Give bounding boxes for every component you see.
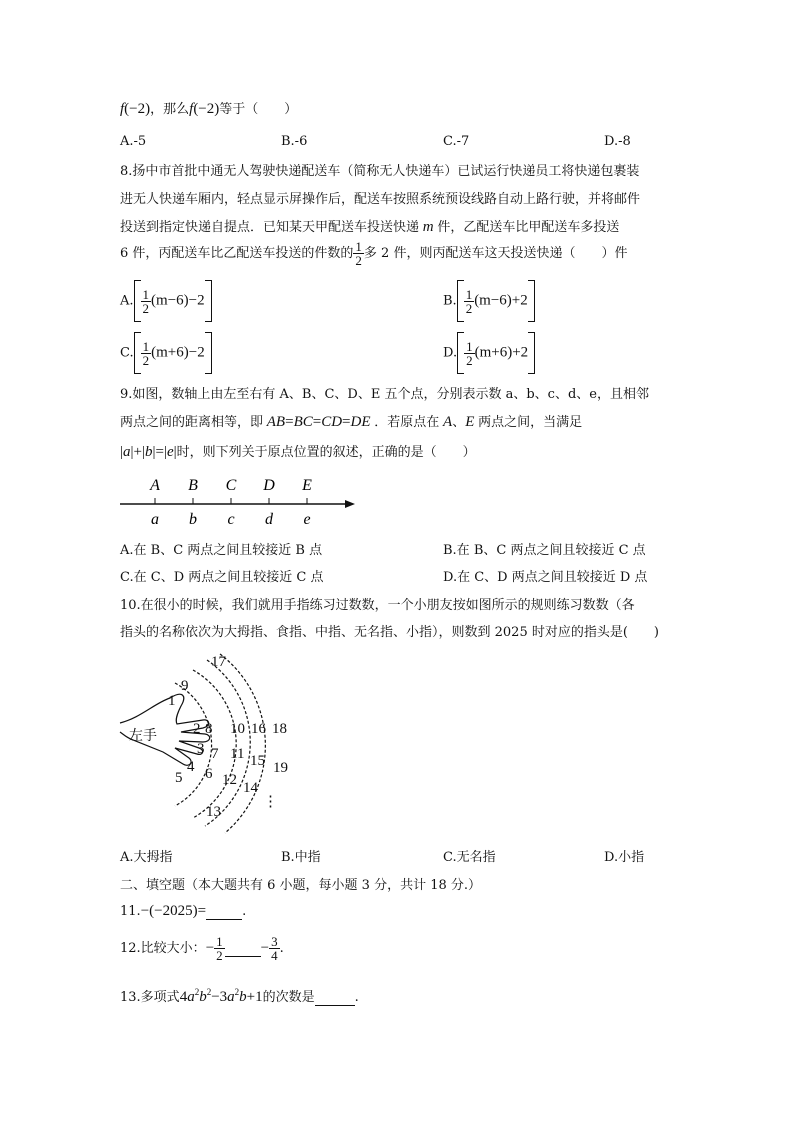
q9-option-a[interactable]: A.在 B、C 两点之间且较接近 B 点 bbox=[120, 543, 323, 558]
count-5: 5 bbox=[175, 770, 183, 786]
count-6: 6 bbox=[205, 766, 213, 782]
count-15: 15 bbox=[250, 753, 265, 769]
count-1: 1 bbox=[168, 693, 176, 709]
value-label-a: a bbox=[151, 511, 159, 528]
count-16: 16 bbox=[251, 721, 266, 737]
q9-line2: 两点之间的距离相等，即 AB=BC=CD=DE ．若原点在 A、E 两点之间，当满足 bbox=[120, 414, 583, 430]
q10-option-d[interactable]: D.小指 bbox=[604, 850, 645, 865]
q8-option-c[interactable]: C. $\frac{1}{2}$ (m+6)−2 bbox=[120, 332, 212, 374]
q13-answer-blank[interactable] bbox=[315, 990, 355, 1006]
count-10: 10 bbox=[230, 721, 245, 737]
q10-option-c[interactable]: C.无名指 bbox=[443, 850, 496, 865]
point-label-c: C bbox=[225, 477, 237, 494]
count-18: 18 bbox=[272, 721, 287, 737]
ellipsis-dots: ⋮ bbox=[263, 794, 278, 810]
value-label-e: e bbox=[303, 511, 311, 528]
count-arc-1 bbox=[175, 683, 212, 806]
count-14: 14 bbox=[243, 780, 258, 796]
q9-line1: 9.如图，数轴上由左至右有 A、B、C、D、E 五个点，分别表示数 a、b、c、d、e，且相邻 bbox=[120, 387, 649, 402]
q9-option-c[interactable]: C.在 C、D 两点之间且较接近 C 点 bbox=[120, 570, 324, 585]
point-label-a: A bbox=[150, 477, 160, 494]
q8-option-d[interactable]: D. $\frac{1}{2}$ (m+6)+2 bbox=[443, 332, 535, 374]
count-4: 4 bbox=[187, 759, 195, 775]
value-label-c: c bbox=[227, 511, 235, 528]
count-8: 8 bbox=[205, 721, 213, 737]
q7-option-d[interactable]: D.-8 bbox=[604, 134, 631, 149]
q8-line3: 投送到指定快递自提点．已知某天甲配送车投送快递 m 件，乙配送车比甲配送车多投送 bbox=[120, 219, 620, 235]
q8-line4: 6 件，丙配送车比乙配送车投送的件数的 $\frac{1}{2}$ 多 2 件，则丙配送车这天投送快递（ ）件 bbox=[120, 239, 628, 268]
point-label-d: D bbox=[263, 477, 275, 494]
value-label-d: d bbox=[265, 511, 273, 528]
q10-option-b[interactable]: B.中指 bbox=[281, 850, 321, 865]
q8-option-b[interactable]: B. $\frac{1}{2}$ (m−6)+2 bbox=[443, 280, 535, 322]
q8-line2: 进无人快递车厢内，轻点显示屏操作后，配送车按照系统预设线路自动上路行驶，并将邮件 bbox=[120, 192, 641, 207]
q7-continuation: f(−2)，那么f(−2)等于（ ） bbox=[120, 101, 298, 117]
count-7: 7 bbox=[211, 746, 219, 762]
point-label-e: E bbox=[302, 477, 312, 494]
count-19: 19 bbox=[273, 760, 288, 776]
q10-line1: 10.在很小的时候，我们就用手指练习过数数，一个小朋友按如图所示的规则练习数数（各 bbox=[120, 598, 635, 613]
q8-line1: 8.扬中市首批中通无人驾驶快递配送车（简称无人快递车）已试运行快递员工将快递包裹装 bbox=[120, 164, 640, 179]
q7-option-c[interactable]: C.-7 bbox=[443, 134, 470, 149]
q13: 13.多项式$4a^2b^2-3a^2b+1$的次数是 . bbox=[120, 987, 359, 1005]
q11-answer-blank[interactable] bbox=[206, 904, 242, 920]
count-13: 13 bbox=[206, 804, 221, 820]
section-heading: 二、填空题（本大题共有 6 小题，每小题 3 分，共计 18 分.） bbox=[120, 878, 482, 893]
arrow-icon bbox=[345, 500, 355, 508]
count-11: 11 bbox=[230, 746, 245, 762]
q7-option-a[interactable]: A.-5 bbox=[120, 134, 147, 149]
count-12: 12 bbox=[222, 772, 237, 788]
number-line-figure bbox=[115, 470, 365, 530]
value-label-b: b bbox=[189, 511, 197, 528]
count-3: 3 bbox=[197, 741, 205, 757]
q10-option-a[interactable]: A.大拇指 bbox=[120, 850, 173, 865]
q10-line2: 指头的名称依次为大拇指、食指、中指、无名指、小指），则数到 2025 时对应的指头是( ) bbox=[120, 625, 659, 640]
q9-option-d[interactable]: D.在 C、D 两点之间且较接近 D 点 bbox=[443, 570, 648, 585]
q8-option-a[interactable]: A. $\frac{1}{2}$ (m−6)−2 bbox=[120, 280, 212, 322]
count-arc-3 bbox=[205, 660, 250, 826]
count-17: 17 bbox=[211, 654, 226, 670]
count-2: 2 bbox=[193, 721, 201, 737]
q12-answer-blank[interactable] bbox=[225, 941, 261, 957]
q11: 11.−(−2025)= . bbox=[120, 903, 247, 919]
hand-counting-figure bbox=[115, 648, 315, 838]
q9-option-b[interactable]: B.在 B、C 两点之间且较接近 C 点 bbox=[443, 543, 646, 558]
count-9: 9 bbox=[181, 678, 189, 694]
q9-line3: |a|+|b|=|e|时，则下列关于原点位置的叙述，正确的是（ ） bbox=[120, 444, 476, 460]
hand-label: 左手 bbox=[129, 728, 157, 744]
q7-option-b[interactable]: B.-6 bbox=[281, 134, 308, 149]
point-label-b: B bbox=[188, 477, 198, 494]
q12: 12.比较大小：− $\frac{1}{2}$ − $\frac{3}{4}$ . bbox=[120, 934, 284, 963]
